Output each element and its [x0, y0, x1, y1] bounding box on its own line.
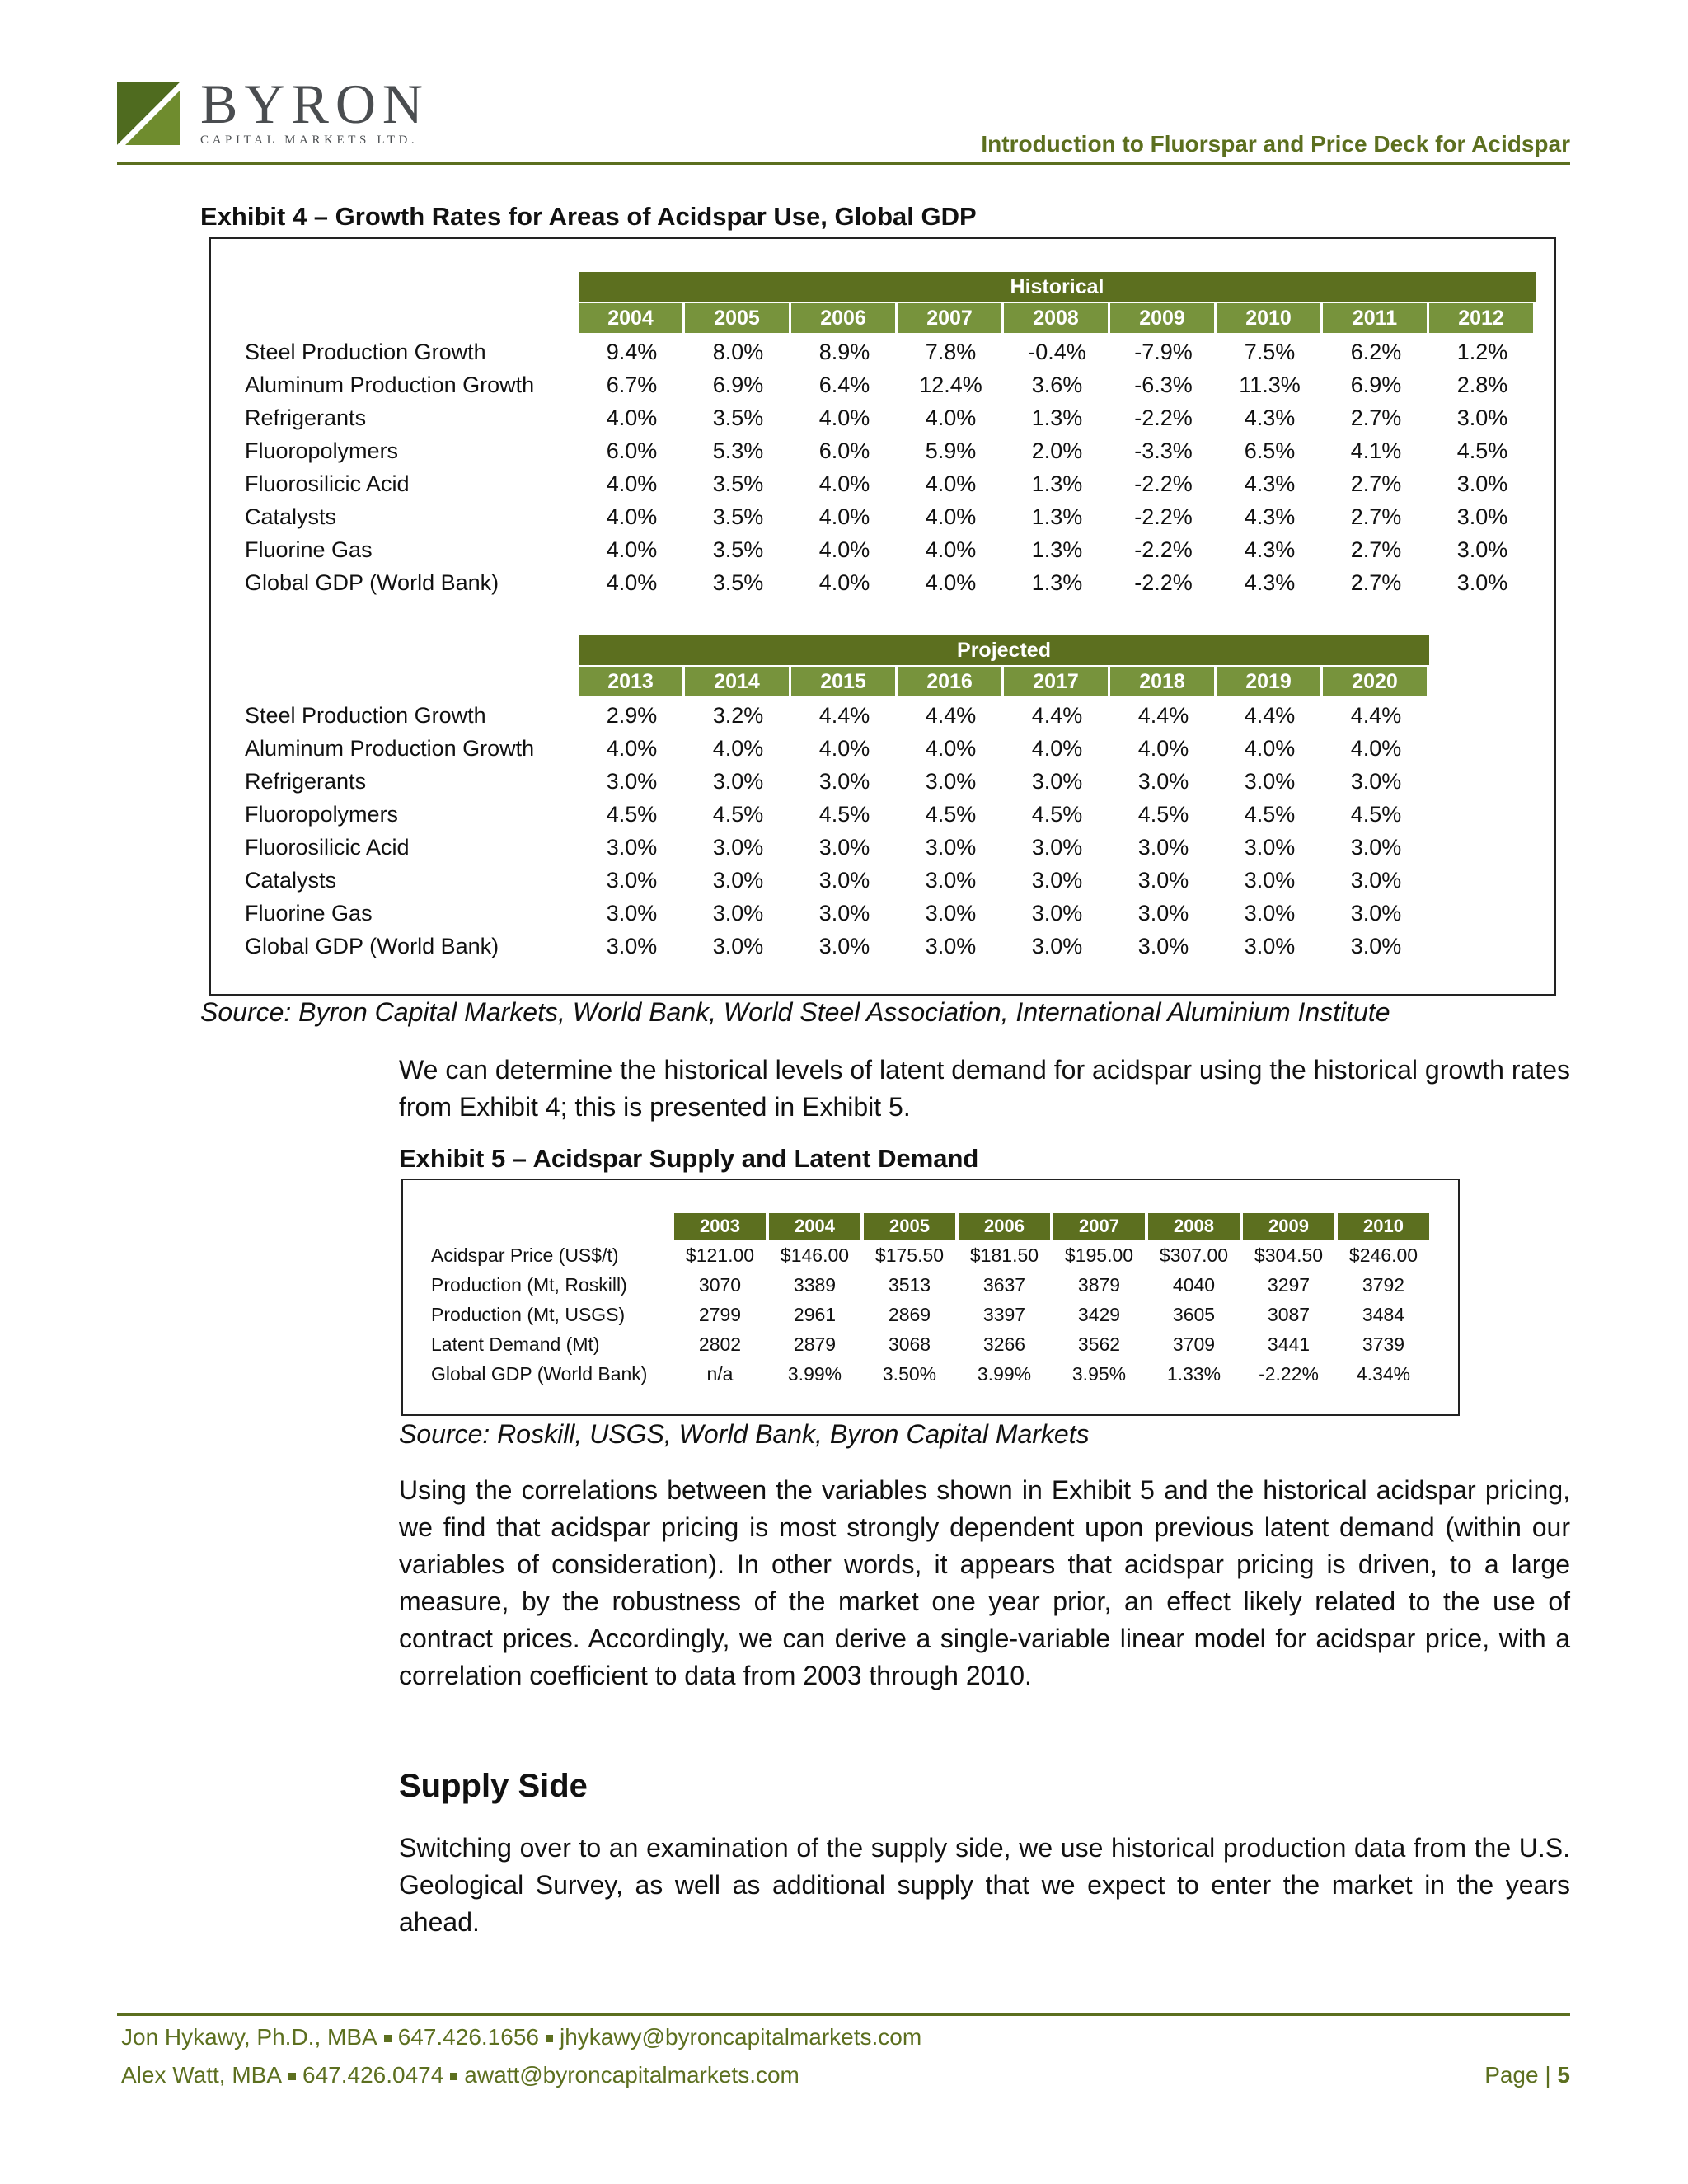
projected-cell: 4.5% — [818, 802, 870, 827]
exhibit5-year-header: 2004 — [769, 1213, 860, 1240]
projected-row-label: Fluorosilicic Acid — [245, 835, 410, 860]
historical-cell: 4.5% — [1456, 438, 1508, 463]
exhibit5-cell: $175.50 — [874, 1244, 945, 1266]
historical-cell: 8.0% — [712, 340, 764, 364]
historical-year-header: 2012 — [1429, 303, 1533, 333]
historical-cell: -2.2% — [1134, 471, 1193, 496]
exhibit5-cell: 3562 — [1077, 1333, 1121, 1355]
historical-cell: -2.2% — [1134, 405, 1193, 430]
projected-cell: 4.5% — [712, 802, 764, 827]
paragraph-correlation: Using the correlations between the variables shown in Exhibit 5 and the historical acidspar pricing, we find that acidspar pricing is most strongly dependent upon previous latent demand (within our variables of consideration). In other words, it appears that acidspar pricing is driven, to a large measure, by the robustness of the market one year prior, an effect likely related to the use of contract prices. Accordingly, we can derive a single-variable linear model for acidspar price, with a correlation coefficient to data from 2003 through 2010. — [399, 1475, 1570, 1690]
historical-cell: 2.7% — [1350, 471, 1402, 496]
historical-cell: 6.9% — [712, 373, 764, 397]
exhibit5-cell: -2.22% — [1259, 1363, 1319, 1385]
projected-year-header: 2018 — [1110, 667, 1214, 696]
exhibit5-cell: 1.33% — [1166, 1363, 1221, 1385]
historical-row-label: Global GDP (World Bank) — [245, 570, 499, 595]
projected-cell: 3.2% — [712, 703, 764, 728]
historical-cell: 4.0% — [606, 504, 658, 529]
exhibit5-source: Source: Roskill, USGS, World Bank, Byron Capital Markets — [399, 1419, 1090, 1449]
projected-cell: 3.0% — [925, 769, 977, 794]
projected-cell: 3.0% — [712, 868, 764, 893]
exhibit5-cell: $304.50 — [1254, 1244, 1324, 1266]
exhibit5-year-header: 2008 — [1148, 1213, 1240, 1240]
projected-cell: 4.5% — [606, 802, 658, 827]
exhibit5-cell: 3429 — [1077, 1304, 1121, 1325]
projected-row-label: Steel Production Growth — [245, 703, 486, 728]
exhibit5-cell: 2869 — [888, 1304, 931, 1325]
projected-cell: 4.5% — [1031, 802, 1083, 827]
historical-cell: 4.3% — [1244, 537, 1296, 562]
projected-cell: 3.0% — [925, 868, 977, 893]
byron-logo-mark-icon — [117, 82, 180, 145]
projected-cell: 3.0% — [818, 934, 870, 958]
projected-cell: 3.0% — [1350, 769, 1402, 794]
exhibit5-year-header: 2006 — [959, 1213, 1050, 1240]
historical-row-label: Fluoropolymers — [245, 438, 399, 463]
historical-row-label: Refrigerants — [245, 405, 367, 430]
projected-cell: 3.0% — [606, 901, 658, 926]
projected-cell: 4.0% — [1350, 736, 1402, 761]
projected-cell: 4.4% — [1031, 703, 1083, 728]
historical-row-label: Catalysts — [245, 504, 337, 529]
historical-cell: 4.0% — [925, 537, 977, 562]
historical-cell: 7.5% — [1244, 340, 1296, 364]
exhibit5-cell: 3792 — [1362, 1274, 1405, 1296]
exhibit5-year-header: 2010 — [1338, 1213, 1429, 1240]
historical-cell: -2.2% — [1134, 537, 1193, 562]
historical-cell: 4.3% — [1244, 405, 1296, 430]
historical-cell: 2.7% — [1350, 537, 1402, 562]
historical-cell: 5.3% — [712, 438, 764, 463]
historical-cell: 3.0% — [1456, 570, 1508, 595]
historical-cell: 2.8% — [1456, 373, 1508, 397]
historical-cell: 4.0% — [606, 570, 658, 595]
historical-cell: 4.3% — [1244, 570, 1296, 595]
projected-cell: 4.5% — [1137, 802, 1189, 827]
exhibit5-cell: 3.99% — [977, 1363, 1032, 1385]
projected-cell: 4.5% — [1350, 802, 1402, 827]
historical-cell: -0.4% — [1028, 340, 1086, 364]
exhibit5-cell: $146.00 — [780, 1244, 850, 1266]
historical-cell: 4.0% — [925, 471, 977, 496]
historical-cell: 11.3% — [1239, 373, 1301, 397]
header-rule — [117, 162, 1570, 165]
exhibit5-cell: $121.00 — [685, 1244, 755, 1266]
document-header-title: Introduction to Fluorspar and Price Deck for Acidspar — [981, 131, 1570, 157]
historical-cell: 1.3% — [1031, 405, 1083, 430]
projected-cell: 3.0% — [1031, 769, 1083, 794]
projected-cell: 3.0% — [1244, 868, 1296, 893]
projected-cell: 3.0% — [1137, 934, 1189, 958]
historical-cell: 4.0% — [818, 570, 870, 595]
exhibit5-cell: 3068 — [888, 1333, 931, 1355]
projected-cell: 3.0% — [1244, 901, 1296, 926]
footer-contact-1-email[interactable]: jhykawy@byroncapitalmarkets.com — [559, 2024, 922, 2050]
projected-cell: 3.0% — [925, 934, 977, 958]
footer-contact-2 — [121, 2062, 799, 2088]
footer-contact-1 — [121, 2024, 921, 2050]
projected-cell: 3.0% — [1244, 835, 1296, 860]
exhibit5-cell: 4.34% — [1356, 1363, 1411, 1385]
historical-cell: 6.0% — [818, 438, 870, 463]
historical-cell: 4.0% — [925, 405, 977, 430]
projected-cell: 3.0% — [712, 934, 764, 958]
historical-cell: 6.0% — [606, 438, 658, 463]
exhibit5-cell: $246.00 — [1348, 1244, 1418, 1266]
historical-cell: -7.9% — [1134, 340, 1193, 364]
projected-cell: 3.0% — [1031, 868, 1083, 893]
projected-cell: 3.0% — [818, 835, 870, 860]
projected-cell: 3.0% — [1031, 934, 1083, 958]
historical-cell: 3.6% — [1031, 373, 1083, 397]
projected-cell: 2.9% — [606, 703, 658, 728]
projected-cell: 3.0% — [1137, 868, 1189, 893]
exhibit5-cell: 3.50% — [882, 1363, 937, 1385]
exhibit5-row-label: Global GDP (World Bank) — [431, 1363, 648, 1385]
historical-cell: 4.0% — [818, 504, 870, 529]
projected-cell: 3.0% — [1350, 934, 1402, 958]
historical-cell: 4.0% — [606, 405, 658, 430]
exhibit5-cell: 3605 — [1172, 1304, 1216, 1325]
exhibit5-cell: 3484 — [1362, 1304, 1405, 1325]
projected-cell: 3.0% — [712, 901, 764, 926]
exhibit5-cell: $195.00 — [1064, 1244, 1134, 1266]
bullet-square-icon — [450, 2073, 457, 2080]
historical-cell: 4.1% — [1350, 438, 1402, 463]
bullet-square-icon — [384, 2035, 392, 2042]
paragraph-supply-side: Switching over to an examination of the supply side, we use historical production data from the U.S. Geological Survey, as well as additional supply that we expect to enter the market in the years ahead. — [399, 1833, 1570, 1937]
historical-cell: 9.4% — [606, 340, 658, 364]
exhibit5-row-label: Production (Mt, USGS) — [431, 1304, 626, 1325]
historical-cell: 7.8% — [925, 340, 977, 364]
projected-cell: 3.0% — [1244, 934, 1296, 958]
exhibit5-year-header: 2009 — [1243, 1213, 1334, 1240]
historical-year-header: 2009 — [1110, 303, 1214, 333]
historical-cell: 4.0% — [925, 504, 977, 529]
exhibit5-cell: 3389 — [793, 1274, 837, 1296]
historical-cell: 6.9% — [1350, 373, 1402, 397]
historical-row-label: Fluorine Gas — [245, 537, 373, 562]
projected-cell: 3.0% — [1350, 901, 1402, 926]
historical-cell: 4.0% — [818, 471, 870, 496]
historical-cell: 3.5% — [712, 405, 764, 430]
footer-contact-2-name: Alex Watt, MBA — [121, 2062, 283, 2088]
projected-cell: 4.5% — [925, 802, 977, 827]
logo-wordmark: BYRON — [200, 73, 430, 135]
exhibit5-cell: 2879 — [793, 1333, 837, 1355]
projected-cell: 4.5% — [1244, 802, 1296, 827]
historical-cell: 2.0% — [1031, 438, 1083, 463]
historical-cell: 3.5% — [712, 537, 764, 562]
projected-year-header: 2014 — [685, 667, 789, 696]
projected-year-header: 2020 — [1323, 667, 1427, 696]
projected-cell: 3.0% — [606, 934, 658, 958]
projected-cell: 3.0% — [606, 769, 658, 794]
historical-band-label: Historical — [579, 272, 1536, 302]
exhibit5-cell: $181.50 — [969, 1244, 1039, 1266]
historical-cell: 1.2% — [1456, 340, 1508, 364]
exhibit5-cell: 2961 — [793, 1304, 837, 1325]
projected-cell: 3.0% — [1031, 835, 1083, 860]
historical-cell: 3.5% — [712, 471, 764, 496]
exhibit5-cell: 3637 — [982, 1274, 1026, 1296]
projected-row-label: Fluoropolymers — [245, 802, 399, 827]
historical-cell: 8.9% — [818, 340, 870, 364]
historical-row-label: Aluminum Production Growth — [245, 373, 535, 397]
historical-row-label: Fluorosilicic Acid — [245, 471, 410, 496]
exhibit5-cell: 4040 — [1172, 1274, 1216, 1296]
exhibit5-cell: n/a — [706, 1363, 734, 1385]
projected-cell: 3.0% — [818, 868, 870, 893]
historical-row-label: Steel Production Growth — [245, 340, 486, 364]
historical-cell: -3.3% — [1134, 438, 1193, 463]
projected-year-header: 2017 — [1004, 667, 1108, 696]
exhibit4-title: Exhibit 4 – Growth Rates for Areas of Acidspar Use, Global GDP — [200, 202, 977, 231]
projected-cell: 4.4% — [818, 703, 870, 728]
projected-band-label: Projected — [579, 635, 1429, 665]
projected-cell: 3.0% — [818, 901, 870, 926]
historical-cell: 4.0% — [818, 537, 870, 562]
exhibit5-cell: 3441 — [1267, 1333, 1311, 1355]
historical-year-header: 2007 — [898, 303, 1001, 333]
exhibit5-row-label: Latent Demand (Mt) — [431, 1333, 600, 1355]
exhibit5-cell: 3070 — [698, 1274, 742, 1296]
historical-cell: 2.7% — [1350, 504, 1402, 529]
exhibit5-year-header: 2003 — [674, 1213, 766, 1240]
projected-cell: 4.0% — [712, 736, 764, 761]
exhibit5-cell: 3.95% — [1071, 1363, 1127, 1385]
footer-rule — [117, 2013, 1570, 2016]
historical-cell: 6.5% — [1244, 438, 1296, 463]
projected-cell: 4.0% — [925, 736, 977, 761]
projected-cell: 4.0% — [1244, 736, 1296, 761]
projected-cell: 3.0% — [1244, 769, 1296, 794]
historical-cell: 3.5% — [712, 504, 764, 529]
exhibit5-title: Exhibit 5 – Acidspar Supply and Latent Demand — [399, 1144, 979, 1173]
projected-cell: 3.0% — [712, 835, 764, 860]
historical-year-header: 2005 — [685, 303, 789, 333]
projected-cell: 3.0% — [925, 901, 977, 926]
projected-cell: 4.4% — [925, 703, 977, 728]
historical-cell: 12.4% — [919, 373, 982, 397]
historical-cell: 3.5% — [712, 570, 764, 595]
projected-year-header: 2015 — [791, 667, 895, 696]
historical-cell: 6.4% — [818, 373, 870, 397]
exhibit5-row-label: Production (Mt, Roskill) — [431, 1274, 627, 1296]
exhibit4-source: Source: Byron Capital Markets, World Bank, World Steel Association, International Aluminium Institute — [200, 997, 1390, 1027]
page-number — [1484, 2062, 1570, 2088]
paragraph-latent-demand-intro: We can determine the historical levels of latent demand for acidspar using the historical growth rates from Exhibit 4; this is presented in Exhibit 5. — [399, 1055, 1570, 1122]
projected-row-label: Refrigerants — [245, 769, 367, 794]
footer-contact-1-name: Jon Hykawy, Ph.D., MBA — [121, 2024, 377, 2050]
projected-cell: 3.0% — [712, 769, 764, 794]
projected-cell: 3.0% — [1350, 835, 1402, 860]
projected-row-label: Catalysts — [245, 868, 337, 893]
historical-cell: 2.7% — [1350, 570, 1402, 595]
exhibit5-year-header: 2007 — [1053, 1213, 1145, 1240]
projected-cell: 3.0% — [1137, 901, 1189, 926]
exhibit5-cell: 3087 — [1267, 1304, 1311, 1325]
historical-cell: 4.0% — [925, 570, 977, 595]
projected-year-header: 2019 — [1217, 667, 1320, 696]
exhibit5-cell: 3.99% — [787, 1363, 842, 1385]
historical-year-header: 2010 — [1217, 303, 1320, 333]
projected-cell: 4.4% — [1137, 703, 1189, 728]
projected-row-label: Fluorine Gas — [245, 901, 373, 926]
historical-cell: 6.7% — [606, 373, 658, 397]
projected-row-label: Aluminum Production Growth — [245, 736, 535, 761]
historical-cell: -2.2% — [1134, 504, 1193, 529]
projected-cell: 3.0% — [818, 769, 870, 794]
historical-cell: 2.7% — [1350, 405, 1402, 430]
bullet-square-icon — [546, 2035, 553, 2042]
exhibit5-cell: 2799 — [698, 1304, 742, 1325]
projected-cell: 3.0% — [1137, 769, 1189, 794]
projected-cell: 4.4% — [1350, 703, 1402, 728]
page-label: Page | — [1484, 2062, 1551, 2088]
historical-year-header: 2006 — [791, 303, 895, 333]
historical-cell: -6.3% — [1134, 373, 1193, 397]
historical-year-header: 2011 — [1323, 303, 1427, 333]
projected-cell: 3.0% — [606, 868, 658, 893]
historical-cell: 4.0% — [606, 537, 658, 562]
projected-cell: 4.0% — [1137, 736, 1189, 761]
exhibit5-cell: 3297 — [1267, 1274, 1311, 1296]
historical-cell: 3.0% — [1456, 537, 1508, 562]
historical-cell: 4.3% — [1244, 471, 1296, 496]
projected-cell: 4.4% — [1244, 703, 1296, 728]
historical-cell: 3.0% — [1456, 405, 1508, 430]
logo-subtitle: CAPITAL MARKETS LTD. — [200, 134, 419, 147]
exhibit5-cell: 3513 — [888, 1274, 931, 1296]
exhibit5-cell: 3397 — [982, 1304, 1026, 1325]
exhibit5-cell: 3266 — [982, 1333, 1026, 1355]
historical-cell: 4.0% — [606, 471, 658, 496]
footer-contact-1-phone: 647.426.1656 — [397, 2024, 539, 2050]
footer-contact-2-email[interactable]: awatt@byroncapitalmarkets.com — [464, 2062, 799, 2088]
historical-year-header: 2008 — [1004, 303, 1108, 333]
historical-year-header: 2004 — [579, 303, 682, 333]
projected-year-header: 2013 — [579, 667, 682, 696]
exhibit5-cell: 3879 — [1077, 1274, 1121, 1296]
historical-cell: 1.3% — [1031, 537, 1083, 562]
projected-cell: 3.0% — [1137, 835, 1189, 860]
exhibit5-cell: 3739 — [1362, 1333, 1405, 1355]
historical-cell: 4.3% — [1244, 504, 1296, 529]
historical-cell: 5.9% — [925, 438, 977, 463]
bullet-square-icon — [288, 2073, 296, 2080]
projected-cell: 4.0% — [818, 736, 870, 761]
projected-cell: 4.0% — [1031, 736, 1083, 761]
exhibit5-cell: $307.00 — [1159, 1244, 1229, 1266]
projected-cell: 3.0% — [925, 835, 977, 860]
historical-cell: 1.3% — [1031, 471, 1083, 496]
projected-cell: 4.0% — [606, 736, 658, 761]
historical-cell: 3.0% — [1456, 504, 1508, 529]
projected-row-label: Global GDP (World Bank) — [245, 934, 499, 958]
section-heading-supply-side: Supply Side — [399, 1768, 588, 1804]
historical-cell: 1.3% — [1031, 504, 1083, 529]
projected-cell: 3.0% — [1031, 901, 1083, 926]
exhibit5-cell: 3709 — [1172, 1333, 1216, 1355]
historical-cell: 6.2% — [1350, 340, 1402, 364]
page-number-value: 5 — [1557, 2062, 1570, 2088]
footer-contact-2-phone: 647.426.0474 — [302, 2062, 444, 2088]
exhibit5-row-label: Acidspar Price (US$/t) — [431, 1244, 619, 1266]
projected-year-header: 2016 — [898, 667, 1001, 696]
exhibit5-year-header: 2005 — [864, 1213, 955, 1240]
exhibit5-cell: 2802 — [698, 1333, 742, 1355]
historical-cell: 4.0% — [818, 405, 870, 430]
projected-cell: 3.0% — [606, 835, 658, 860]
projected-cell: 3.0% — [1350, 868, 1402, 893]
historical-cell: 1.3% — [1031, 570, 1083, 595]
historical-cell: -2.2% — [1134, 570, 1193, 595]
historical-cell: 3.0% — [1456, 471, 1508, 496]
